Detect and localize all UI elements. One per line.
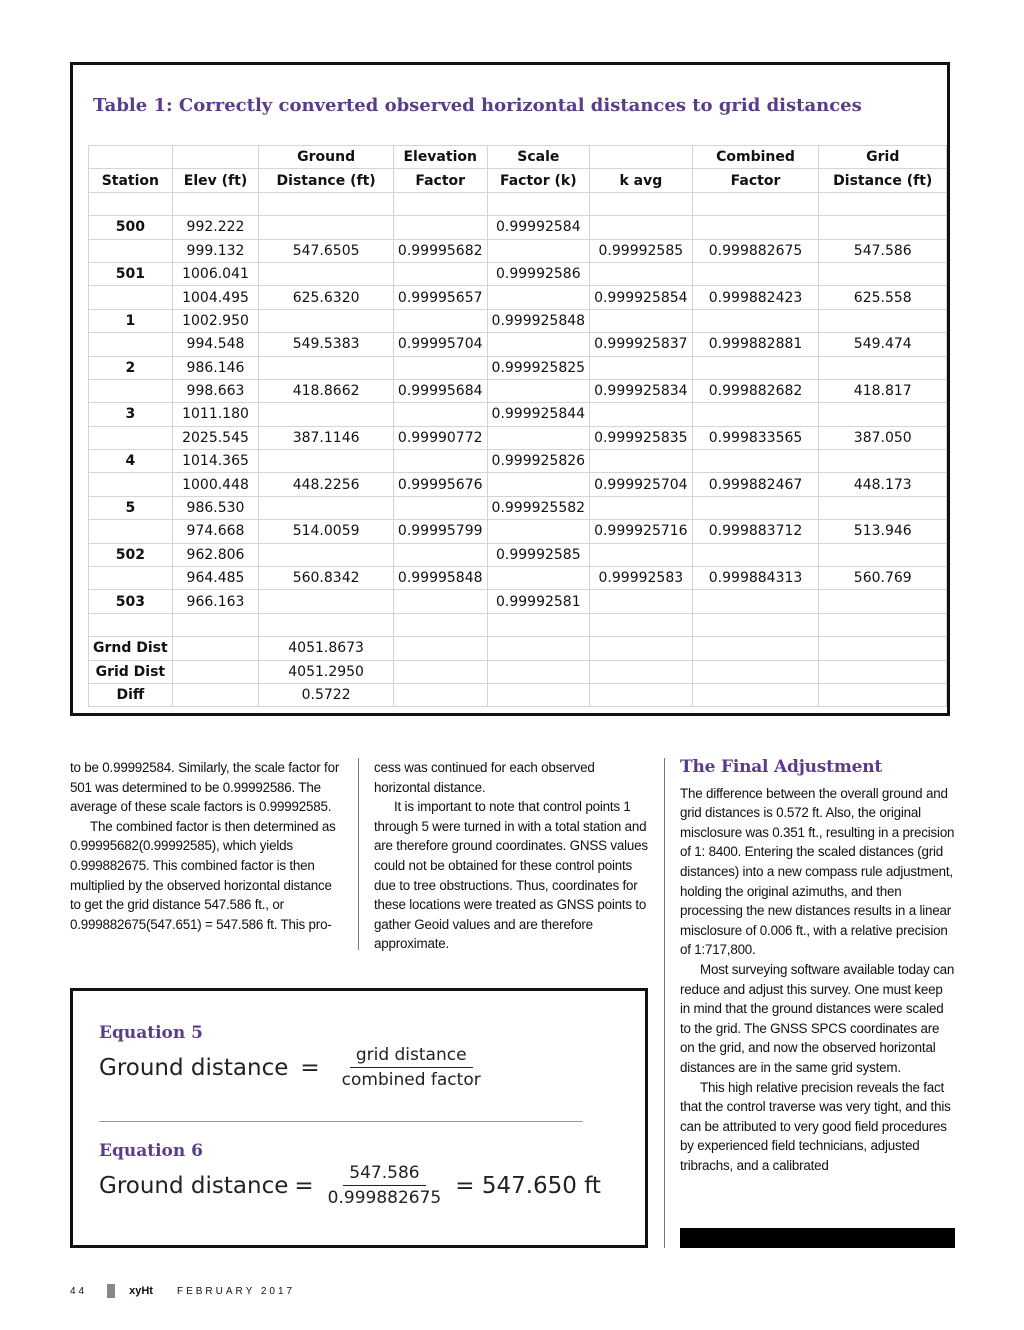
table-cell (692, 356, 819, 379)
table-cell: 1002.950 (172, 309, 259, 332)
table-cell: 549.474 (819, 333, 947, 356)
table-cell: 1006.041 (172, 262, 259, 285)
table-cell: 560.8342 (259, 567, 394, 590)
table-cell: 0.99995799 (393, 520, 487, 543)
table-cell (89, 613, 173, 636)
table-cell: 0.99995676 (393, 473, 487, 496)
eq5-denominator: combined factor (341, 1070, 481, 1090)
table-title: Table 1: Correctly converted observed horizontal distances to grid distances (93, 95, 862, 116)
table-cell: 0.999882467 (692, 473, 819, 496)
table-cell: Diff (89, 683, 173, 706)
table-cell (259, 309, 394, 332)
table-cell (393, 450, 487, 473)
table-cell (590, 262, 693, 285)
table-cell: 0.999884313 (692, 567, 819, 590)
table-row (89, 520, 947, 543)
table-cell (590, 192, 693, 215)
data-table (88, 145, 947, 707)
table-cell (590, 543, 693, 566)
table-cell (393, 403, 487, 426)
eq6-lhs: Ground distance (99, 1172, 289, 1199)
table-cell: 0.999833565 (692, 426, 819, 449)
table-cell (590, 403, 693, 426)
table-cell (590, 496, 693, 519)
table-cell (819, 613, 947, 636)
table-cell (819, 637, 947, 660)
table-cell: 502 (89, 543, 173, 566)
page-footer (70, 1284, 295, 1298)
table-cell: 0.999925837 (590, 333, 693, 356)
decorative-bar (680, 1228, 955, 1248)
table-row (89, 309, 947, 332)
table-cell: 0.999925835 (590, 426, 693, 449)
table-cell (819, 356, 947, 379)
table-cell (89, 146, 173, 169)
table-cell: 500 (89, 216, 173, 239)
table-cell (590, 216, 693, 239)
table-cell: 0.99995848 (393, 567, 487, 590)
table-cell (393, 262, 487, 285)
table-cell: Grnd Dist (89, 637, 173, 660)
table-cell (487, 613, 590, 636)
table-cell: 1014.365 (172, 450, 259, 473)
table-cell (819, 216, 947, 239)
table-row (89, 403, 947, 426)
table-cell (590, 309, 693, 332)
table-cell: 503 (89, 590, 173, 613)
table-cell: 0.999925825 (487, 356, 590, 379)
table-cell (590, 613, 693, 636)
table-cell: 501 (89, 262, 173, 285)
table-cell: 547.6505 (259, 239, 394, 262)
eq5-lhs: Ground distance (99, 1054, 289, 1081)
text-column-3 (680, 758, 956, 1175)
table-cell (259, 403, 394, 426)
equation-6-label: Equation 6 (99, 1141, 203, 1161)
table-cell (172, 683, 259, 706)
table-cell (819, 590, 947, 613)
table-cell (692, 683, 819, 706)
table-cell: Grid (819, 146, 947, 169)
footer-mark (107, 1284, 115, 1298)
table-box (70, 62, 950, 716)
table-row (89, 333, 947, 356)
table-cell: 2025.545 (172, 426, 259, 449)
paragraph: It is important to note that control points 1 through 5 were turned in with a total station and are therefore ground coordinates. GNSS values could not be obtained for these control points due to tree obstructions. Thus, coordinates for these locations were treated as GNSS points to gather Geoid values and are therefore approximate. (374, 799, 648, 952)
table-cell (692, 450, 819, 473)
column-divider (664, 758, 665, 1248)
table-row (89, 286, 947, 309)
table-cell: 560.769 (819, 567, 947, 590)
table-cell (393, 660, 487, 683)
eq5-equals: = (300, 1054, 320, 1081)
table-cell (393, 356, 487, 379)
table-cell (89, 192, 173, 215)
table-cell: 0.999925854 (590, 286, 693, 309)
table-cell (487, 683, 590, 706)
equation-6 (99, 1163, 601, 1208)
table-cell (89, 426, 173, 449)
table-header-row (89, 146, 947, 169)
table-cell (487, 239, 590, 262)
table-cell: 992.222 (172, 216, 259, 239)
table-cell (487, 637, 590, 660)
table-cell (393, 683, 487, 706)
column-divider (358, 758, 359, 950)
table-cell (172, 637, 259, 660)
table-cell: 998.663 (172, 379, 259, 402)
eq6-result: = 547.650 ft (455, 1172, 601, 1199)
table-cell: 1000.448 (172, 473, 259, 496)
table-cell (259, 356, 394, 379)
issue-date: FEBRUARY 2017 (176, 1285, 296, 1297)
table-cell (393, 543, 487, 566)
table-cell: 974.668 (172, 520, 259, 543)
equation-divider (99, 1121, 583, 1122)
table-cell (692, 637, 819, 660)
table-cell (393, 216, 487, 239)
table-cell (819, 543, 947, 566)
table-cell: 625.6320 (259, 286, 394, 309)
table-cell: 387.1146 (259, 426, 394, 449)
table-cell (819, 262, 947, 285)
table-cell (692, 496, 819, 519)
table-cell: 0.99992584 (487, 216, 590, 239)
table-cell: 0.5722 (259, 683, 394, 706)
table-cell (259, 192, 394, 215)
table-cell: 1011.180 (172, 403, 259, 426)
table-cell (259, 590, 394, 613)
table-row (89, 543, 947, 566)
table-cell: 0.999925848 (487, 309, 590, 332)
table-cell (487, 286, 590, 309)
eq6-denominator: 0.999882675 (327, 1188, 442, 1208)
table-cell: Scale (487, 146, 590, 169)
table-row (89, 496, 947, 519)
table-header-row (89, 169, 947, 192)
table-cell: 0.99992583 (590, 567, 693, 590)
table-row (89, 216, 947, 239)
table-cell (89, 333, 173, 356)
table-row (89, 567, 947, 590)
table-cell (487, 473, 590, 496)
table-cell (259, 543, 394, 566)
table-cell: 418.817 (819, 379, 947, 402)
table-cell (393, 637, 487, 660)
table-cell: 0.99992585 (590, 239, 693, 262)
table-cell (692, 403, 819, 426)
table-cell: 4051.2950 (259, 660, 394, 683)
table-cell (819, 496, 947, 519)
table-cell: Station (89, 169, 173, 192)
table-cell: 448.2256 (259, 473, 394, 496)
eq6-numerator: 547.586 (343, 1163, 425, 1186)
table-cell: Distance (ft) (819, 169, 947, 192)
table-cell (172, 613, 259, 636)
table-cell (819, 450, 947, 473)
table-cell: 0.999925582 (487, 496, 590, 519)
table-cell: 5 (89, 496, 173, 519)
table-cell (393, 309, 487, 332)
paragraph: This high relative precision reveals the fact that the control traverse was very tight, and this can be attributed to very good field procedures by experienced field technicians, adjusted tribrachs, and a calibrated (680, 1079, 951, 1173)
table-cell: 0.99995684 (393, 379, 487, 402)
table-cell: 0.999882881 (692, 333, 819, 356)
table-cell: Elev (ft) (172, 169, 259, 192)
table-cell: 0.99995682 (393, 239, 487, 262)
table-cell (487, 520, 590, 543)
table-cell: 0.99992581 (487, 590, 590, 613)
table-cell: 0.99992586 (487, 262, 590, 285)
eq6-fraction (322, 1163, 448, 1208)
table-cell: 4 (89, 450, 173, 473)
table-cell: 964.485 (172, 567, 259, 590)
table-cell: 986.146 (172, 356, 259, 379)
table-cell: 549.5383 (259, 333, 394, 356)
table-cell (89, 567, 173, 590)
table-cell: Factor (k) (487, 169, 590, 192)
table-summary-row (89, 637, 947, 660)
table-cell (590, 683, 693, 706)
table-cell: k avg (590, 169, 693, 192)
table-cell (692, 192, 819, 215)
table-cell: 547.586 (819, 239, 947, 262)
paragraph: cess was continued for each observed horizontal distance. (374, 760, 595, 795)
table-cell: Distance (ft) (259, 169, 394, 192)
table-cell (487, 660, 590, 683)
table-cell (172, 192, 259, 215)
table-cell (259, 450, 394, 473)
table-cell (819, 660, 947, 683)
table-cell: 387.050 (819, 426, 947, 449)
table-cell (590, 356, 693, 379)
table-cell (487, 192, 590, 215)
table-cell: Elevation (393, 146, 487, 169)
table-cell (819, 683, 947, 706)
table-cell (590, 590, 693, 613)
magazine-logo: xyHt (129, 1285, 153, 1297)
paragraph: to be 0.99992584. Similarly, the scale factor for 501 was determined to be 0.99992586. The average of these scale factors is 0.99992585. (70, 760, 340, 815)
table-cell: 962.806 (172, 543, 259, 566)
table-cell: 0.99995657 (393, 286, 487, 309)
table-spacer-row (89, 613, 947, 636)
table-cell (692, 309, 819, 332)
table-cell: Factor (393, 169, 487, 192)
table-row (89, 356, 947, 379)
table-cell: 986.530 (172, 496, 259, 519)
table-cell: 0.999882423 (692, 286, 819, 309)
table-cell: 0.999925716 (590, 520, 693, 543)
table-row (89, 473, 947, 496)
table-cell: 448.173 (819, 473, 947, 496)
table-cell: 0.999883712 (692, 520, 819, 543)
table-row (89, 239, 947, 262)
eq6-equals: = (294, 1172, 314, 1199)
table-cell: 994.548 (172, 333, 259, 356)
table-cell (89, 286, 173, 309)
table-cell (692, 613, 819, 636)
table-cell: 0.99992585 (487, 543, 590, 566)
table-cell (89, 473, 173, 496)
table-cell: 2 (89, 356, 173, 379)
table-cell: Combined (692, 146, 819, 169)
table-cell (393, 192, 487, 215)
paragraph: Most surveying software available today can reduce and adjust this survey. One must keep in mind that the ground distances were scaled to the grid. The GNSS SPCS coordinates are on the grid, and now the observed horizontal distances are in the same grid system. (680, 961, 955, 1075)
table-cell: 4051.8673 (259, 637, 394, 660)
table-cell: Factor (692, 169, 819, 192)
table-cell (487, 567, 590, 590)
table-summary-row (89, 660, 947, 683)
table-row (89, 262, 947, 285)
table-cell: 0.999925826 (487, 450, 590, 473)
table-cell (692, 660, 819, 683)
table-cell (590, 637, 693, 660)
table-cell (487, 333, 590, 356)
table-cell: 999.132 (172, 239, 259, 262)
table-spacer-row (89, 192, 947, 215)
table-cell (692, 262, 819, 285)
table-cell (89, 239, 173, 262)
table-cell: 3 (89, 403, 173, 426)
table-cell: 1004.495 (172, 286, 259, 309)
section-heading: The Final Adjustment (680, 757, 883, 777)
table-row (89, 590, 947, 613)
table-cell (259, 496, 394, 519)
table-row (89, 379, 947, 402)
table-cell (819, 403, 947, 426)
table-cell: 0.99995704 (393, 333, 487, 356)
table-cell (393, 590, 487, 613)
equation-5-label: Equation 5 (99, 1023, 203, 1043)
table-row (89, 426, 947, 449)
table-cell (692, 543, 819, 566)
table-cell: 513.946 (819, 520, 947, 543)
table-summary-row (89, 683, 947, 706)
table-cell (590, 660, 693, 683)
table-cell: 0.999925844 (487, 403, 590, 426)
paragraph: The combined factor is then determined as 0.99995682(0.99992585), which yields 0.999882675. This combined factor is then multiplied by the observed horizontal distance to get the grid distance 547.586 ft., or 0.999882675(547.651) = 547.586 ft. This pro- (70, 818, 336, 932)
table-cell (89, 520, 173, 543)
table-cell: 0.999882682 (692, 379, 819, 402)
text-column-1 (70, 758, 342, 934)
table-row (89, 450, 947, 473)
table-cell (172, 146, 259, 169)
table-cell (819, 309, 947, 332)
text-column-2 (374, 758, 652, 954)
table-cell (487, 379, 590, 402)
table-cell (393, 613, 487, 636)
eq5-numerator: grid distance (350, 1045, 473, 1068)
table-cell: 0.999925834 (590, 379, 693, 402)
table-cell: 0.999882675 (692, 239, 819, 262)
table-cell (590, 146, 693, 169)
table-cell: 1 (89, 309, 173, 332)
table-cell (590, 450, 693, 473)
paragraph: The difference between the overall ground and grid distances is 0.572 ft. Also, the original misclosure was 0.351 ft., resulting in a precision of 1: 8400. Entering the scaled distances (grid distances) into a new compass rule adjustment, holding the original azimuths, and then processing the new distances results in a linear misclosure of 0.006 ft., with a relative precision of 1:717,800. (680, 785, 955, 958)
table-cell (819, 192, 947, 215)
eq5-fraction (336, 1045, 487, 1090)
table-cell (259, 216, 394, 239)
table-cell: 966.163 (172, 590, 259, 613)
equation-5 (99, 1045, 495, 1090)
table-cell: 514.0059 (259, 520, 394, 543)
table-cell (692, 590, 819, 613)
table-cell: 0.999925704 (590, 473, 693, 496)
table-cell: Grid Dist (89, 660, 173, 683)
table-cell (89, 379, 173, 402)
table-cell (393, 496, 487, 519)
table-cell: 625.558 (819, 286, 947, 309)
table-cell (692, 216, 819, 239)
table-cell: 418.8662 (259, 379, 394, 402)
table-cell: Ground (259, 146, 394, 169)
table-cell (259, 262, 394, 285)
equations-box (70, 988, 648, 1248)
table-cell (259, 613, 394, 636)
table-cell (172, 660, 259, 683)
page-number: 44 (70, 1285, 88, 1297)
table-cell (487, 426, 590, 449)
table-cell: 0.99990772 (393, 426, 487, 449)
